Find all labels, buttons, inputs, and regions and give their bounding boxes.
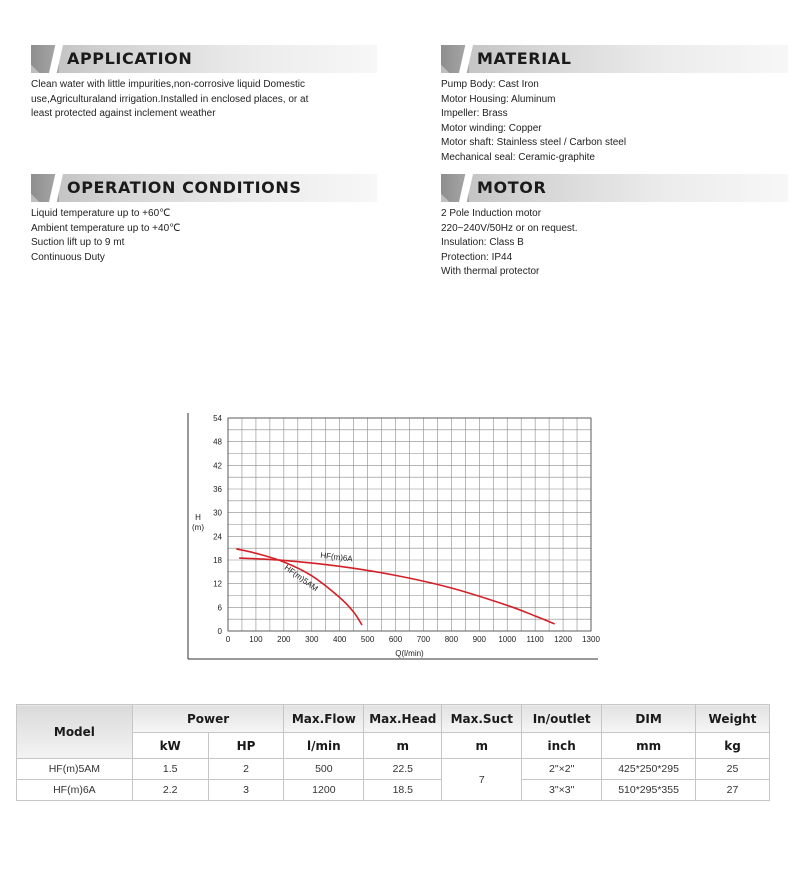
motor-line: Insulation: Class B	[441, 237, 524, 248]
header-weight: Weight	[696, 705, 770, 733]
motor-line: With thermal protector	[441, 266, 540, 277]
y-tick-label: 24	[213, 532, 222, 542]
x-tick-label: 800	[444, 635, 459, 644]
motor-header	[441, 174, 788, 202]
performance-chart	[182, 410, 602, 662]
application-line: use,Agriculturaland irrigation.Installed in enclosed places, or at	[31, 93, 309, 105]
cell-flow: 1200	[284, 780, 364, 801]
table-row	[17, 759, 770, 780]
chart-ticks	[213, 414, 600, 644]
motor-title: MOTOR	[477, 178, 547, 197]
cell-inoutlet: 2"×2"	[522, 759, 602, 780]
x-tick-label: 600	[388, 635, 403, 644]
application-body	[31, 78, 331, 122]
y-tick-label: 0	[217, 627, 222, 636]
cell-model: HF(m)6A	[17, 780, 133, 801]
header-max-flow: Max.Flow	[284, 705, 364, 733]
unit-flow: l/min	[284, 733, 364, 759]
material-line: Motor shaft: Stainless steel / Carbon steel	[441, 137, 627, 148]
x-tick-label: 500	[360, 635, 375, 644]
header-power: Power	[132, 705, 284, 733]
application-header	[31, 45, 377, 73]
material-title: MATERIAL	[477, 49, 572, 68]
header-model: Model	[17, 705, 133, 759]
cell-model: HF(m)5AM	[17, 759, 133, 780]
y-tick-label: 42	[213, 461, 222, 471]
x-tick-label: 400	[333, 635, 347, 644]
motor-line: 2 Pole Induction motor	[441, 208, 542, 219]
unit-suct: m	[442, 733, 522, 759]
application-line: least protected against inclement weather	[31, 108, 216, 119]
operation-line: Continuous Duty	[31, 251, 105, 263]
x-tick-label: 1200	[554, 635, 572, 644]
y-tick-label: 12	[213, 579, 222, 589]
cell-head: 18.5	[364, 780, 442, 801]
operation-body	[31, 207, 180, 265]
material-line: Pump Body: Cast Iron	[441, 79, 539, 90]
cell-hp: 3	[208, 780, 284, 801]
cell-kw: 1.5	[132, 759, 208, 780]
y-axis-label: H	[195, 513, 201, 522]
x-tick-label: 100	[249, 635, 263, 644]
x-tick-label: 700	[416, 635, 431, 644]
operation-line: Ambient temperature up to +40℃	[31, 222, 181, 234]
x-tick-label: 300	[305, 635, 319, 644]
y-axis-label: (m)	[192, 523, 204, 532]
y-tick-label: 36	[213, 485, 222, 494]
application-line: Clean water with little impurities,non-corrosive liquid Domestic	[31, 79, 305, 90]
x-tick-label: 0	[225, 635, 231, 644]
motor-body	[441, 207, 577, 280]
operation-line: Liquid temperature up to +60℃	[31, 208, 171, 219]
cell-kw: 2.2	[132, 780, 208, 801]
material-header	[441, 45, 788, 73]
unit-head: m	[364, 733, 442, 759]
x-tick-label: 200	[277, 635, 291, 644]
unit-hp: HP	[208, 733, 284, 759]
y-tick-label: 18	[213, 556, 222, 565]
cell-suct: 7	[442, 759, 522, 801]
cell-weight: 27	[696, 780, 770, 801]
x-tick-label: 900	[472, 635, 486, 644]
cell-head: 22.5	[364, 759, 442, 780]
series-label-hf5am: HF(m)5AM	[282, 563, 320, 594]
material-line: Motor winding: Copper	[441, 122, 542, 134]
motor-line: Protection: IP44	[441, 251, 513, 263]
series-label-hf6a: HF(m)6A	[319, 550, 354, 564]
header-dim: DIM	[602, 705, 696, 733]
operation-header	[31, 174, 377, 202]
chart-grid	[228, 418, 591, 631]
operation-line: Suction lift up to 9 mt	[31, 237, 125, 248]
unit-weight: kg	[696, 733, 770, 759]
chart-frame	[188, 413, 598, 659]
x-axis-label: Q(l/min)	[395, 649, 424, 658]
header-max-head: Max.Head	[364, 705, 442, 733]
x-tick-label: 1000	[498, 635, 517, 644]
cell-inoutlet: 3"×3"	[522, 780, 602, 801]
unit-inoutlet: inch	[522, 733, 602, 759]
cell-weight: 25	[696, 759, 770, 780]
unit-dim: mm	[602, 733, 696, 759]
y-tick-label: 30	[213, 508, 222, 518]
y-tick-label: 48	[213, 437, 222, 447]
y-tick-label: 6	[217, 603, 222, 613]
y-tick-label: 54	[213, 414, 222, 423]
table-row	[17, 780, 770, 801]
x-tick-label: 1100	[526, 635, 544, 644]
motor-line: 220~240V/50Hz or on request.	[441, 222, 578, 234]
unit-kw: kW	[132, 733, 208, 759]
cell-dim: 425*250*295	[602, 759, 696, 780]
application-title: APPLICATION	[67, 49, 193, 68]
x-tick-label: 1300	[582, 635, 600, 644]
header-inoutlet: In/outlet	[522, 705, 602, 733]
cell-dim: 510*295*355	[602, 780, 696, 801]
cell-flow: 500	[284, 759, 364, 780]
cell-hp: 2	[208, 759, 284, 780]
spec-table	[16, 704, 770, 801]
material-line: Motor Housing: Aluminum	[441, 93, 556, 105]
material-line: Impeller: Brass	[441, 108, 508, 119]
material-body	[441, 78, 626, 165]
operation-title: OPERATION CONDITIONS	[67, 178, 302, 197]
material-line: Mechanical seal: Ceramic-graphite	[441, 151, 595, 163]
header-max-suct: Max.Suct	[442, 705, 522, 733]
